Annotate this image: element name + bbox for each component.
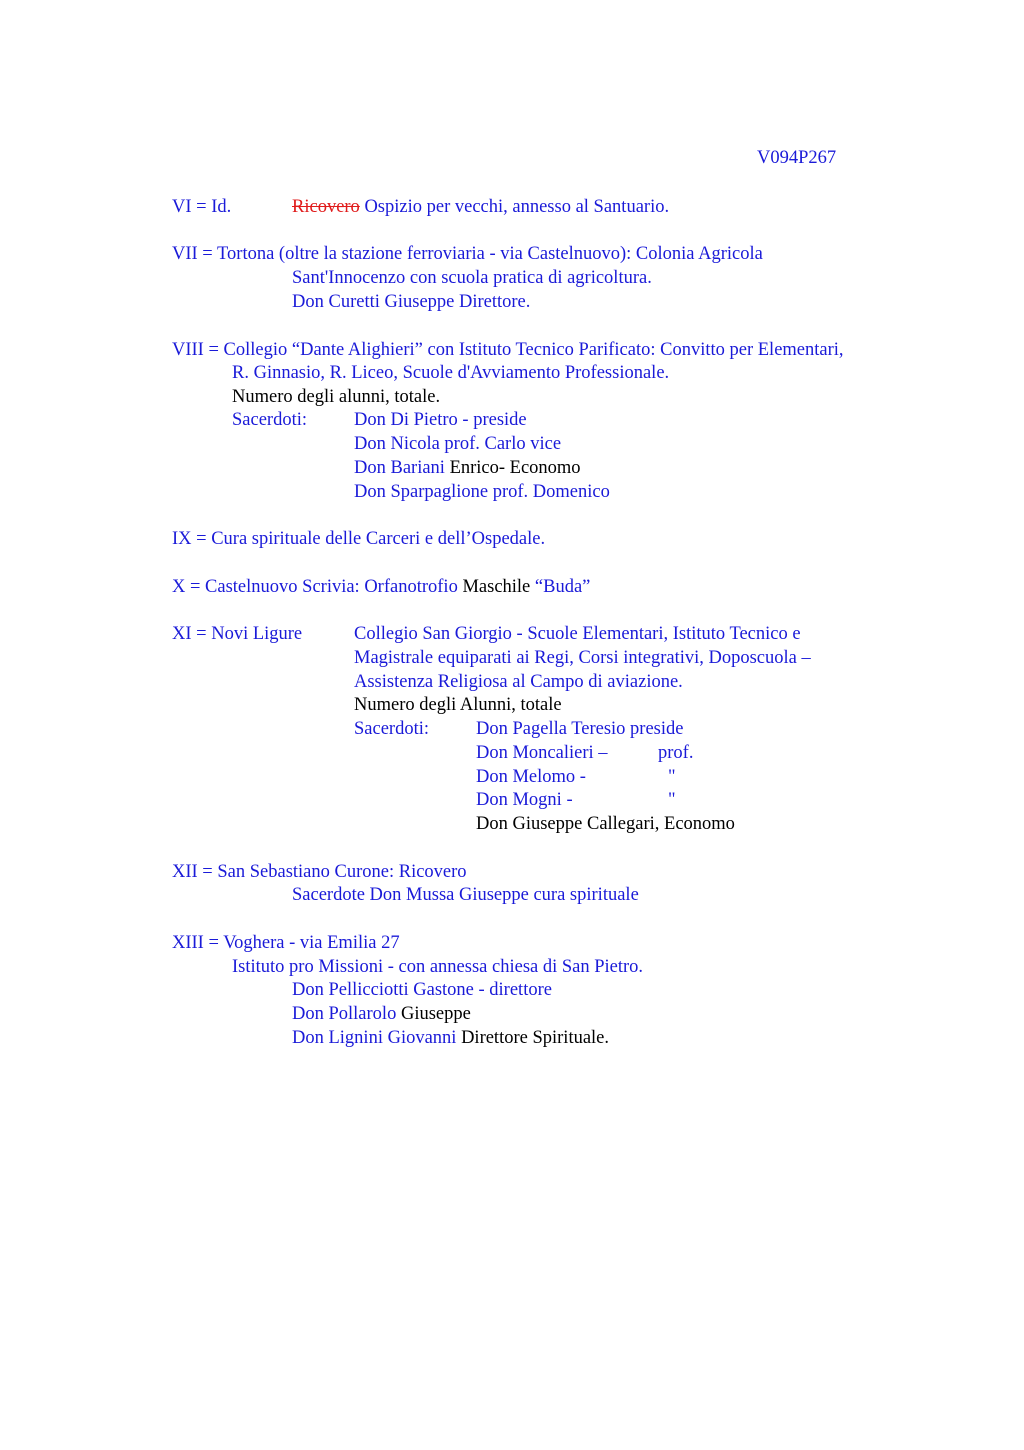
- section-vi-description: Ospizio per vecchi, annesso al Santuario.: [364, 197, 670, 217]
- section-xii-label: XII = San Sebastiano Curone: Ricovero: [172, 862, 467, 882]
- section-xi-priest-4-role: ": [668, 790, 676, 810]
- section-vii-line2: Sant'Innocenzo con scuola pratica di agricoltura.: [292, 268, 652, 288]
- section-xiii-priest-1: Don Pellicciotti Gastone - direttore: [292, 980, 552, 1000]
- section-xi-priests-label: Sacerdoti:: [354, 719, 430, 739]
- section-xi-economo: Don Giuseppe Callegari, Economo: [476, 814, 735, 834]
- section-viii-priest-4: Don Sparpaglione prof. Domenico: [354, 482, 610, 502]
- section-xii-line2: Sacerdote Don Mussa Giuseppe cura spirituale: [292, 885, 639, 905]
- section-xi-priest-4: Don Mogni -: [476, 790, 573, 810]
- section-xi-line1: Collegio San Giorgio - Scuole Elementari, Istituto Tecnico e: [354, 624, 801, 644]
- section-xi-priest-3-role: ": [668, 767, 676, 787]
- section-xi-label: XI = Novi Ligure: [172, 624, 303, 644]
- section-xi-line2: Magistrale equiparati ai Regi, Corsi integrativi, Doposcuola –: [354, 648, 811, 668]
- section-xiii-priest-3: [292, 1026, 609, 1050]
- section-x-label: [172, 575, 590, 599]
- section-xi-count: Numero degli Alunni, totale: [354, 695, 562, 715]
- section-vi-label: VI = Id.: [172, 197, 232, 217]
- section-xiii-line2: Istituto pro Missioni - con annessa chiesa di San Pietro.: [232, 957, 644, 977]
- priest-name: Don Lignini Giovanni: [292, 1028, 457, 1048]
- section-viii-priest-2: Don Nicola prof. Carlo vice: [354, 434, 562, 454]
- section-x-name: “Buda”: [534, 577, 591, 597]
- struck-word: Ricovero: [292, 197, 360, 217]
- section-x-type: Maschile: [462, 577, 531, 597]
- section-xi-priest-2-role: prof.: [658, 743, 694, 763]
- priest-name: Don Pollarolo: [292, 1004, 397, 1024]
- section-vi-text: [292, 195, 669, 219]
- priest-role: Enrico- Economo: [449, 458, 581, 478]
- section-xiii-priest-2: [292, 1002, 471, 1026]
- section-viii-line2: R. Ginnasio, R. Liceo, Scuole d'Avviamento Professionale.: [232, 363, 670, 383]
- section-vii-director: Don Curetti Giuseppe Direttore.: [292, 292, 531, 312]
- section-xi-priest-2: Don Moncalieri –: [476, 743, 608, 763]
- section-vii-label: VII = Tortona (oltre la stazione ferroviaria - via Castelnuovo): Colonia Agricola: [172, 244, 763, 264]
- section-viii-count: Numero degli alunni, totale.: [232, 387, 441, 407]
- priest-role: Direttore Spirituale.: [461, 1028, 610, 1048]
- section-xi-priest-1: Don Pagella Teresio preside: [476, 719, 684, 739]
- section-viii-priest-1: Don Di Pietro - preside: [354, 410, 527, 430]
- section-xi-line3: Assistenza Religiosa al Campo di aviazione.: [354, 672, 683, 692]
- section-x-place: X = Castelnuovo Scrivia: Orfanotrofio: [172, 577, 458, 597]
- section-viii-priests-label: Sacerdoti:: [232, 410, 308, 430]
- section-viii-priest-3: [354, 456, 581, 480]
- page-code: V094P267: [757, 148, 837, 168]
- section-xiii-label: XIII = Voghera - via Emilia 27: [172, 933, 400, 953]
- priest-first-name: Giuseppe: [400, 1004, 471, 1024]
- section-viii-label: VIII = Collegio “Dante Alighieri” con Istituto Tecnico Parificato: Convitto per Elementari,: [172, 340, 844, 360]
- section-xi-priest-3: Don Melomo -: [476, 767, 586, 787]
- section-ix-label: IX = Cura spirituale delle Carceri e dell’Ospedale.: [172, 529, 546, 549]
- priest-name: Don Bariani: [354, 458, 445, 478]
